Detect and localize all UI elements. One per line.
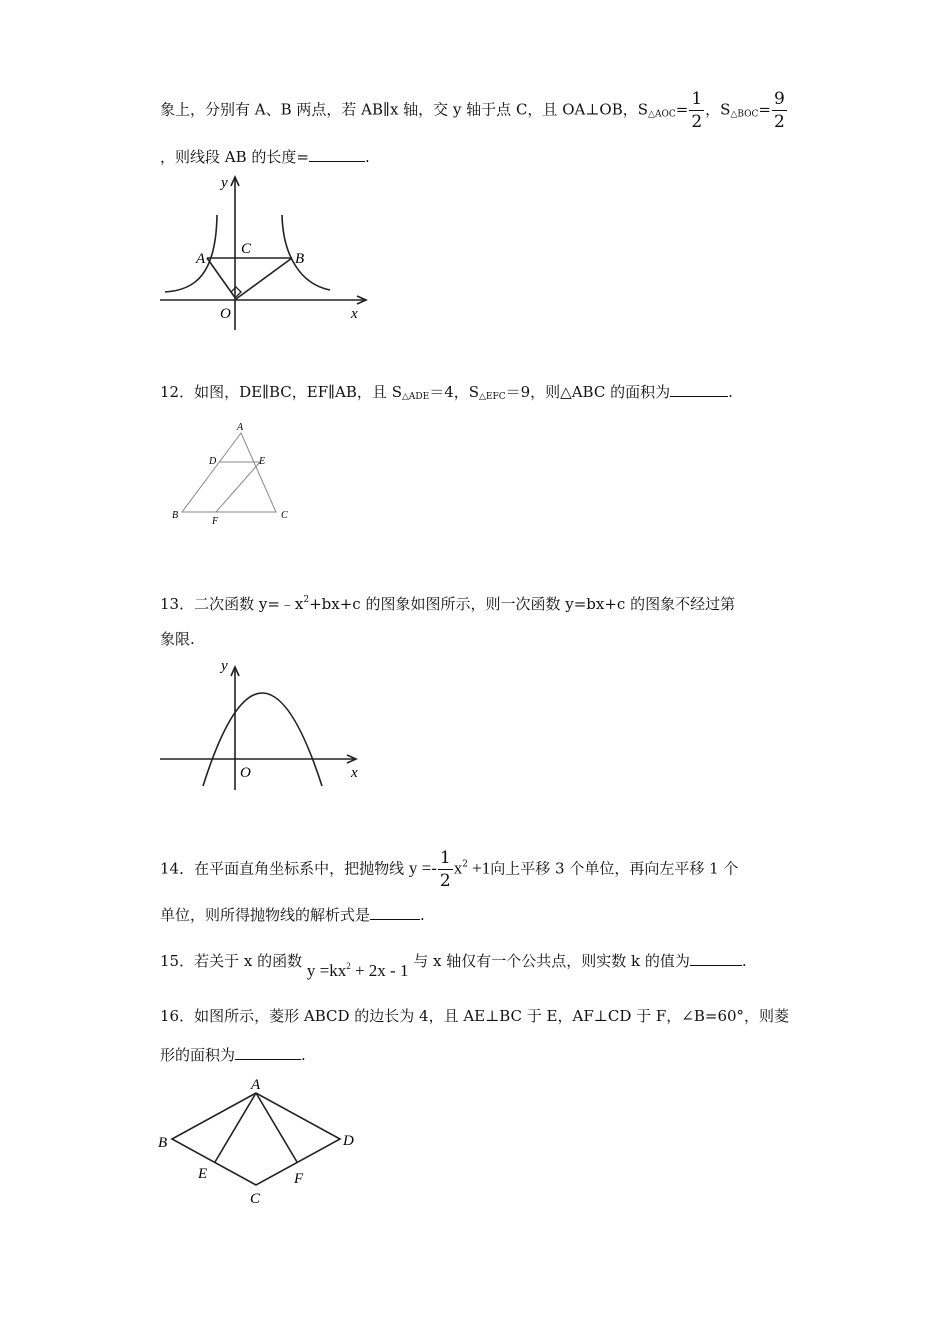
q13-line2: 象限.	[160, 630, 195, 648]
label-c: C	[241, 241, 252, 257]
q12-line1: 12．如图，DE∥BC，EF∥AB，且 $S_{\triangle ADE}=4$，$S_{\triangle EFC}=9$，则△ABC 的面积为 .	[160, 383, 733, 402]
label-d: D	[209, 456, 217, 467]
q14-line1: 14．在平面直角坐标系中，把抛物线 y =- $\frac{1}{2}$ $x^2 +1$向上平移 3 个单位，再向左平移 1 个	[160, 848, 739, 891]
label-e: E	[259, 456, 266, 467]
label-a: A	[237, 422, 244, 433]
label-b: B	[172, 510, 179, 521]
label-f: F	[294, 1171, 304, 1187]
label-f: F	[212, 516, 219, 527]
label-c: C	[281, 510, 288, 521]
right-hyperbola-branch	[282, 215, 330, 290]
label-b: B	[295, 251, 305, 267]
q16-line1: 16．如图所示，菱形 ABCD 的边长为 4，且 AE⊥BC 于 E，AF⊥CD 于 F，∠B=60°，则菱	[160, 1007, 790, 1025]
label-b: B	[158, 1135, 168, 1151]
q11-figure-hyperbola	[150, 168, 380, 328]
label-a: A	[196, 251, 206, 267]
q15-line1: 15．若关于 x 的函数 $y =kx^2 + 2x - 1$ 与 x 轴仅有一个公共点，则实数 k 的值为 .	[160, 952, 747, 980]
segment-ef	[216, 462, 260, 512]
answer-blank[interactable]	[690, 951, 742, 966]
q12-figure-triangle	[165, 418, 295, 530]
q13-line1: 13．二次函数 $y=﹣x^2+bx+c$ 的图象如图所示，则一次函数 y=bx+c 的图象不经过第	[160, 595, 736, 613]
q16-figure-rhombus	[150, 1070, 365, 1210]
fraction-nine-half: $\frac{9}{2}$	[773, 89, 785, 132]
parabola-curve	[203, 693, 322, 786]
answer-blank[interactable]	[670, 382, 728, 397]
label-o: O	[220, 306, 231, 322]
answer-blank[interactable]	[235, 1045, 301, 1060]
q11-line2: ，则线段 AB 的长度= .	[160, 148, 370, 166]
label-y: y	[221, 658, 228, 674]
q13-figure-parabola	[150, 655, 375, 795]
answer-blank[interactable]	[370, 905, 420, 920]
label-x: x	[351, 306, 358, 322]
label-x: x	[351, 765, 358, 781]
triangle-abc	[182, 433, 276, 512]
label-y: y	[221, 175, 228, 191]
q16-line2: 形的面积为 .	[160, 1046, 306, 1064]
label-o: O	[240, 765, 251, 781]
fraction-one-half: $\frac{1}{2}$	[439, 848, 451, 891]
segment-oa	[207, 258, 236, 299]
label-e: E	[198, 1166, 208, 1182]
left-hyperbola-branch	[165, 215, 217, 292]
label-d: D	[343, 1133, 354, 1149]
q11-line1: 象上，分别有 A、B 两点，若 AB∥x 轴，交 y 轴于点 C，且 OA⊥OB，$S_{\triangle AOC}=$ $\frac{1}{2}$ ，$S_{\triangle BOC}=$ $\frac{9}{2}$	[160, 89, 785, 132]
q14-line2: 单位，则所得抛物线的解析式是 .	[160, 906, 425, 924]
answer-blank[interactable]	[309, 147, 365, 162]
label-a: A	[251, 1077, 261, 1093]
segment-ob	[236, 258, 292, 299]
fraction-one-half: $\frac{1}{2}$	[691, 89, 703, 132]
quadratic-expression: $y =kx^2 + 2x - 1$	[306, 961, 409, 980]
label-c: C	[250, 1191, 261, 1207]
